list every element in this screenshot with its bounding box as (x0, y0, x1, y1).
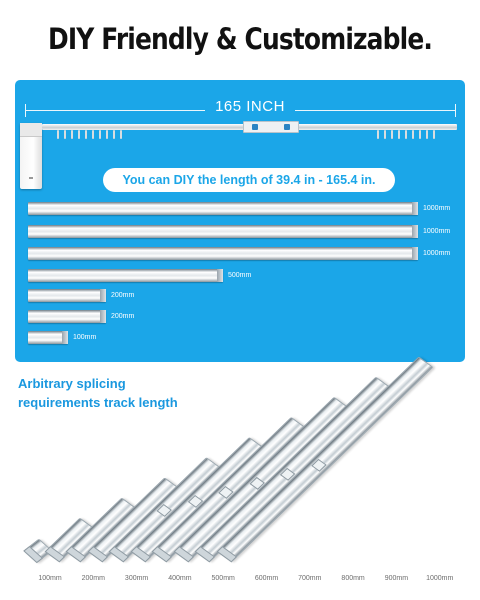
track-segment-bar (28, 310, 106, 323)
track-segment-label: 200mm (111, 313, 135, 320)
section-title-line-2: requirements track length (18, 395, 178, 410)
track-length-label: 600mm (254, 575, 279, 582)
track-segment-bar (28, 269, 223, 282)
track-segment-bar (28, 225, 418, 238)
track-length-label: 1000mm (426, 575, 454, 582)
dimension-tick-left (25, 104, 26, 117)
dimension-label: 165 INCH (205, 98, 295, 115)
track-segment-label: 1000mm (423, 228, 451, 235)
track-length-labels (0, 575, 480, 587)
section-title-line-1: Arbitrary splicing (18, 376, 126, 391)
track-segment-bar (28, 247, 418, 260)
track-length-label: 200mm (81, 575, 105, 582)
diy-length-pill: You can DIY the length of 39.4 in - 165.4 in. (103, 168, 395, 192)
track-length-lineup (0, 405, 480, 580)
track-diagram-panel (15, 80, 465, 362)
track-segment-label: 1000mm (423, 205, 451, 212)
track-length-label: 300mm (124, 575, 149, 582)
track-length-label: 800mm (341, 575, 365, 582)
track-segment-bar (28, 331, 68, 344)
page-headline: DIY Friendly & Customizable. (47, 22, 433, 56)
track-segment-bar (28, 202, 418, 215)
track-segment-label: 100mm (73, 334, 97, 341)
track-length-label: 900mm (384, 575, 409, 582)
curtain-motor-icon (20, 123, 42, 189)
track-segment-label: 200mm (111, 292, 135, 299)
track-length-label: 700mm (298, 575, 322, 582)
curtain-hooks-left (57, 130, 122, 140)
dimension-tick-right (455, 104, 456, 117)
track-segment-label: 1000mm (423, 250, 451, 257)
track-length-label: 100mm (38, 575, 62, 582)
track-segment-label: 500mm (228, 272, 252, 279)
track-length-label: 500mm (211, 575, 235, 582)
track-length-label: 400mm (168, 575, 192, 582)
track-segment-bar (28, 289, 106, 302)
curtain-hooks-right (377, 130, 435, 140)
track-connector-icon (243, 121, 299, 133)
